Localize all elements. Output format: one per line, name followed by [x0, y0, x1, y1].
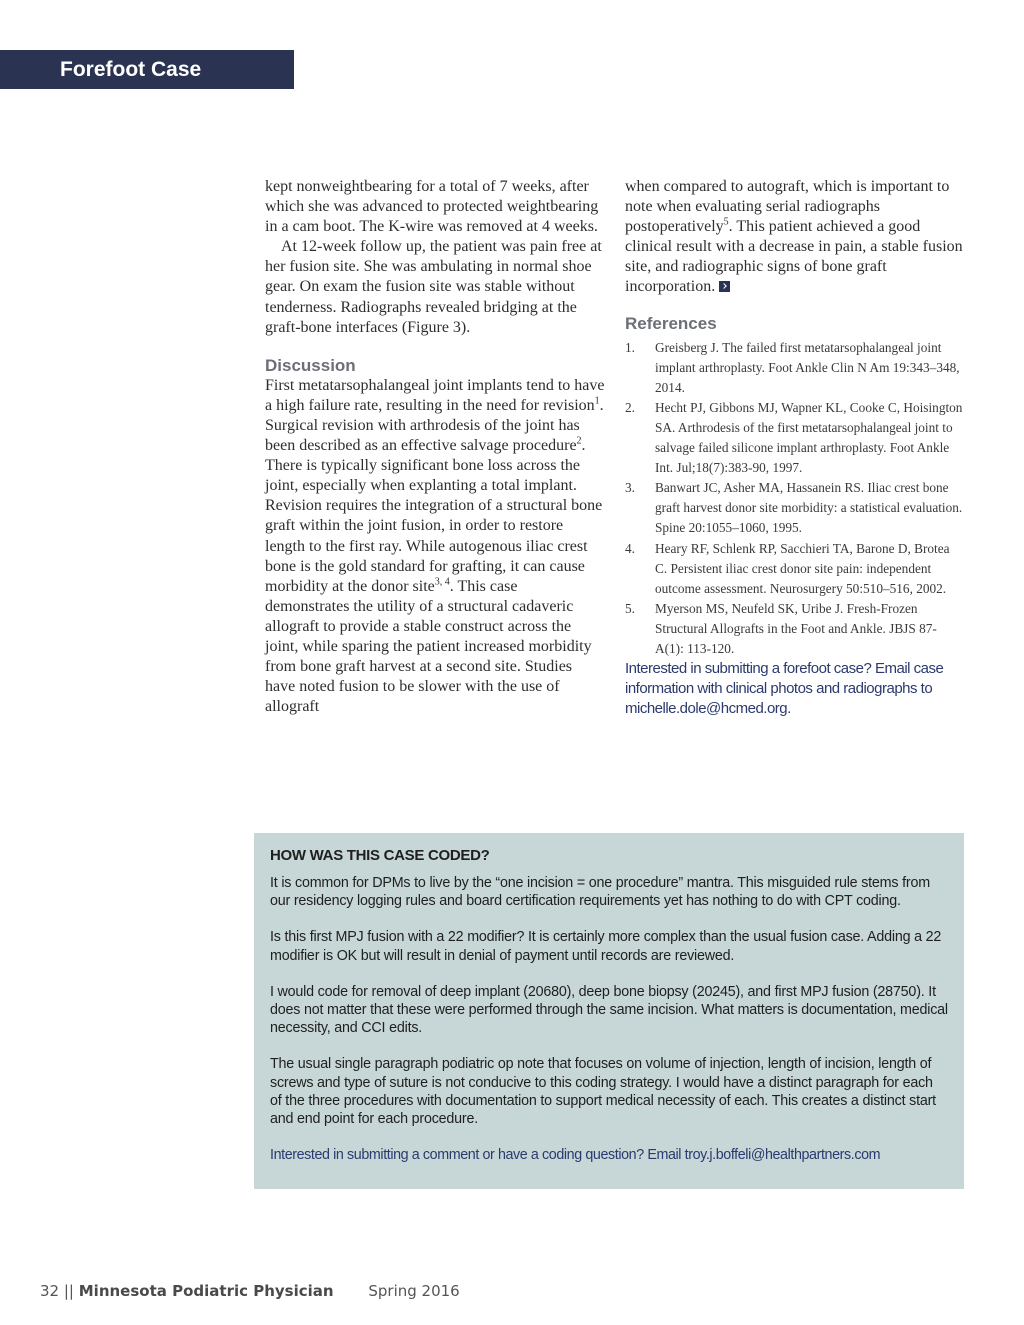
reference-item [625, 539, 965, 599]
citation-superscript: 3, 4 [434, 576, 450, 588]
text-run: . There is typically significant bone loss across the joint, especially when explanting a total implant. Revision requires the integration of a structural bone graft within the joint fusion, in order to restore length to the first ray. While autogenous iliac crest bone is the gold standard for grafting, it can cause morbidity at the donor site [265, 437, 603, 595]
citation-superscript: 2 [576, 435, 582, 447]
spacer [625, 298, 965, 314]
reference-number: 4. [625, 540, 635, 556]
discussion-paragraph [265, 376, 605, 718]
text-run: . Surgical revision with arthrodesis of the joint has been described as an effective salvage procedure [265, 396, 604, 455]
body-paragraph [625, 177, 965, 298]
citation-superscript: 1 [594, 395, 600, 407]
reference-number: 3. [625, 480, 635, 496]
submission-note: Interested in submitting a forefoot case? Email case information with clinical photos and radiographs to michelle.dole@hcmed.org. [625, 660, 944, 718]
discussion-heading: Discussion [265, 355, 356, 375]
coding-paragraph: Is this first MPJ fusion with a 22 modifier? It is certainly more complex than the usual fusion case. Adding a 22 modifier is OK but will result in denial of payment until records are reviewed. [270, 929, 942, 964]
reference-number: 5. [625, 600, 635, 616]
references-heading: References [625, 313, 717, 333]
coding-paragraph: It is common for DPMs to live by the “one incision = one procedure” mantra. This misguided rule stems from our residency logging rules and board certification requirements yet has nothing to do with CPT coding. [270, 875, 930, 910]
reference-item [625, 599, 965, 659]
coding-contact-note: Interested in submitting a comment or have a coding question? Email troy.j.boffeli@healthpartners.com [270, 1147, 881, 1164]
references-list [625, 338, 965, 660]
reference-item [625, 478, 965, 538]
section-label: Forefoot Case [0, 50, 294, 89]
reference-text: Banwart JC, Asher MA, Hassanein RS. Iliac crest bone graft harvest donor site morbidity: a statistical evaluation. Spine 20:1055–1060, 1995. [655, 480, 963, 536]
reference-text: Greisberg J. The failed first metatarsophalangeal joint implant arthroplasty. Foot Ankle Clin N Am 19:343–348, 2014. [655, 339, 960, 395]
text-run: . This case demonstrates the utility of a structural cadaveric allograft to provide a stable construct across the joint, while sparing the patient increased morbidity from bone graft harvest at a second site. Studies have noted fusion to be slower with the use of allograft [265, 577, 592, 716]
text-run: First metatarsophalangeal joint implants tend to have a high failure rate, resulting in the need for revision [265, 376, 605, 414]
reference-item [625, 338, 965, 398]
left-column [265, 177, 605, 717]
right-column [625, 177, 965, 719]
reference-item [625, 398, 965, 478]
reference-text: Myerson MS, Neufeld SK, Uribe J. Fresh-Frozen Structural Allografts in the Foot and Ankle. JBJS 87-A(1): 113-120. [655, 600, 937, 656]
issue-date: Spring 2016 [368, 1282, 460, 1300]
body-paragraph: kept nonweightbearing for a total of 7 weeks, after which she was advanced to protected weightbearing in a cam boot. The K-wire was removed at 4 weeks. [265, 178, 599, 236]
page-footer [40, 1282, 460, 1300]
text-run: . This patient achieved a good clinical result with a decrease in pain, a stable fusion site, and radiographic signs of bone graft incorporation. [625, 218, 963, 296]
coding-sidebar-box [254, 833, 964, 1189]
reference-number: 1. [625, 339, 635, 355]
text-run: when compared to autograft, which is important to note when evaluating serial radiographs postoperatively [625, 178, 950, 236]
citation-superscript: 5 [723, 216, 729, 228]
end-of-article-icon [719, 281, 730, 292]
body-paragraph: At 12-week follow up, the patient was pain free at her fusion site. She was ambulating in normal shoe gear. On exam the fusion site was stable without tenderness. Radiographs revealed bridging at the graft-bone interfaces (Figure 3). [265, 238, 602, 336]
reference-text: Heary RF, Schlenk RP, Sacchieri TA, Barone D, Brotea C. Persistent iliac crest donor site pain: independent outcome assessment. Neurosurgery 50:510–516, 2002. [655, 540, 950, 596]
coding-paragraph: I would code for removal of deep implant (20680), deep bone biopsy (20245), and first MPJ fusion (28750). It does not matter that these were performed through the same incision. What matters is documentation, medical necessity, and CCI edits. [270, 983, 948, 1037]
reference-text: Hecht PJ, Gibbons MJ, Wapner KL, Cooke C, Hoisington SA. Arthrodesis of the first metatarsophalangeal joint to salvage failed silicone implant arthroplasty. Foot Ankle Int. Jul;18(7):383-90, 1997. [655, 399, 963, 476]
reference-number: 2. [625, 399, 635, 415]
coding-paragraph: The usual single paragraph podiatric op note that focuses on volume of injection, length of incision, length of screws and type of suture is not conducive to this coding strategy. I would have a distinct paragraph for each of the three procedures with documentation to support medical necessity of each. This creates a distinct start and end point for each procedure. [270, 1056, 936, 1128]
spacer [265, 338, 605, 356]
publication-name: Minnesota Podiatric Physician [78, 1282, 334, 1300]
page-number: 32 || [40, 1282, 74, 1300]
coding-box-title: HOW WAS THIS CASE CODED? [270, 847, 490, 864]
